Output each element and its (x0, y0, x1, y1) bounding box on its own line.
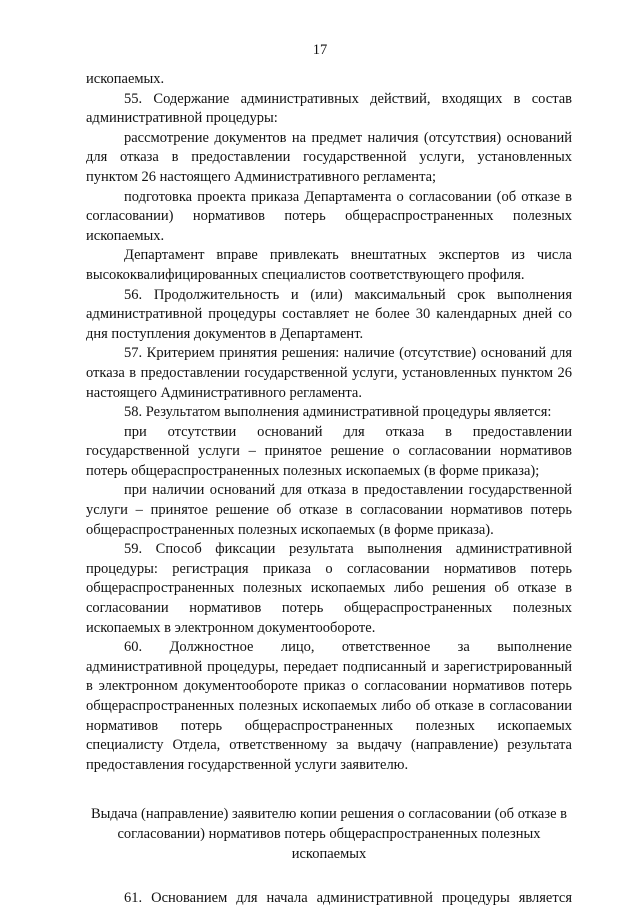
paragraph-continuation: ископаемых. (86, 71, 165, 87)
paragraph-55: 55. Содержание административных действий, входящих в состав административной процедуры: (86, 90, 572, 127)
paragraph-58-item-2: при наличии оснований для отказа в предоставлении государственной услуги – принятое решение об отказе в согласовании нормативов потерь общераспространенных полезных ископаемых (в форме приказа). (86, 482, 572, 538)
paragraph-60: 60. Должностное лицо, ответственное за выполнение административной процедуры, передает подписанный и зарегистрированный в электронном документообороте приказ о согласовании нормативов потерь общераспространенных полезных ископаемых либо об отказе в согласовании нормативов потерь общераспространенных полезных ископаемых специалисту Отдела, ответственному за выдачу (направление) результата предоставления государственной услуги заявителю. (86, 639, 572, 773)
paragraph-59: 59. Способ фиксации результата выполнения административной процедуры: регистрация приказа о согласовании нормативов потерь общераспространенных полезных ископаемых либо решения об отказе в согласовании нормативов потерь общераспространенных полезных ископаемых в электронном документообороте. (86, 541, 572, 636)
paragraph-55-item-2: подготовка проекта приказа Департамента о согласовании (об отказе в согласовании) нормативов потерь общераспространенных полезных ископаемых. (86, 188, 572, 244)
section-heading: Выдача (направление) заявителю копии решения о согласовании (об отказе в согласовании) нормативов потерь общераспространенных полезных ископаемых (91, 806, 567, 862)
paragraph-58: 58. Результатом выполнения административной процедуры является: (124, 404, 552, 421)
paragraph-58-item-1: при отсутствии оснований для отказа в предоставлении государственной услуги – принятое решение о согласовании нормативов потерь общераспространенных полезных ископаемых (в форме приказа); (86, 423, 572, 479)
paragraph-57: 57. Критерием принятия решения: наличие (отсутствие) оснований для отказа в предоставлении государственной услуги, установленных пунктом 26 настоящего Административного регламента. (86, 345, 572, 401)
paragraph-56: 56. Продолжительность и (или) максимальный срок выполнения административной процедуры составляет не более 30 календарных дней со дня поступления документов в Департамент. (86, 286, 572, 342)
paragraph-55-item-1: рассмотрение документов на предмет наличия (отсутствия) оснований для отказа в предоставлении государственной услуги, установленных пунктом 26 настоящего Административного регламента; (86, 129, 572, 185)
page-number: 17 (312, 42, 328, 58)
paragraph-61: 61. Основанием для начала административной процедуры является (124, 890, 572, 907)
paragraph-55-experts: Департамент вправе привлекать внештатных экспертов из числа высококвалифицированных специалистов соответствующего профиля. (86, 247, 572, 283)
document-body (86, 70, 572, 909)
